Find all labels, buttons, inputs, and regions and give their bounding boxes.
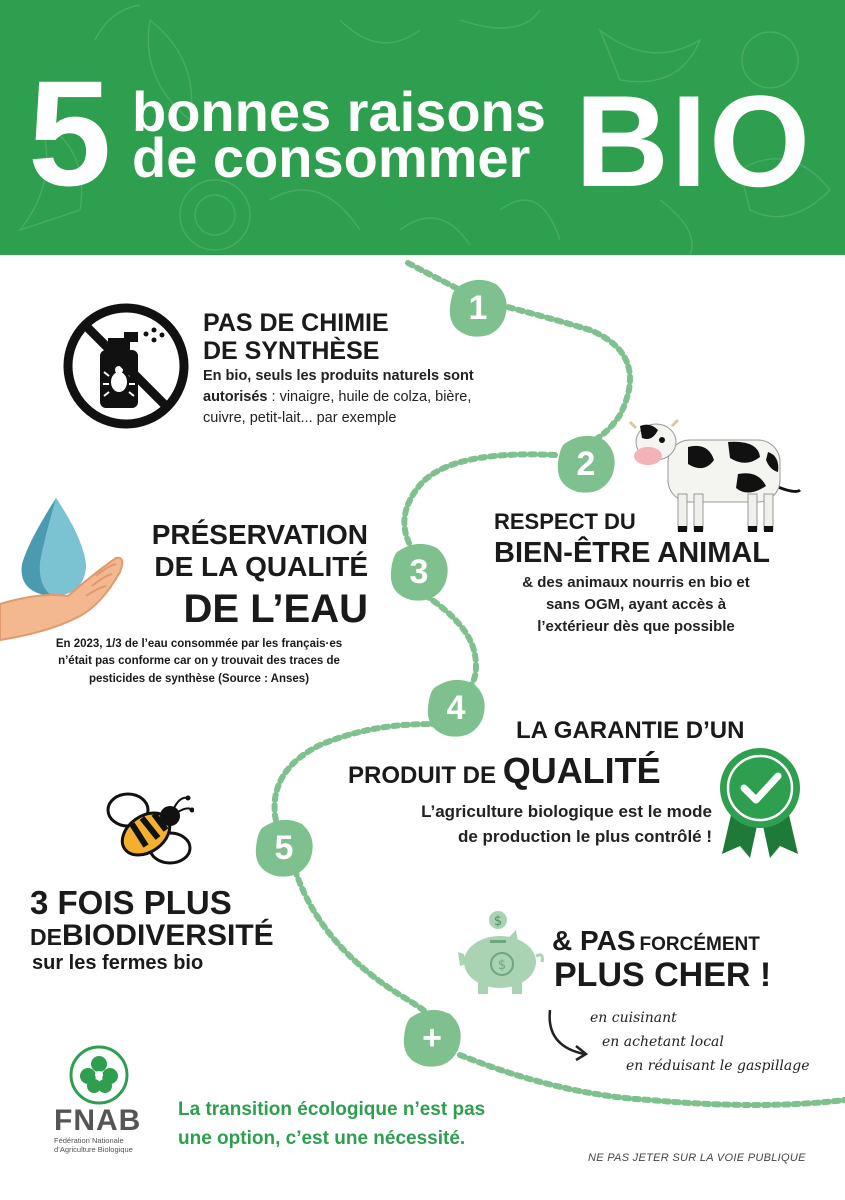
fnab-sub-line2: d’Agriculture Biologique	[54, 1145, 133, 1154]
reason3-desc-line3: pesticides de synthèse (Source : Anses)	[88, 672, 310, 685]
reason4-desc-line1: L’agriculture biologique est le mode	[421, 802, 712, 821]
reason1-desc-rest1: : vinaigre, huile de colza, bière,	[267, 389, 472, 406]
reason3-title-line1: PRÉSERVATION	[151, 519, 368, 550]
reason4-title-line2	[348, 752, 661, 790]
reason1-title-line2: DE SYNTHÈSE	[203, 337, 380, 365]
bonus-title-line1	[552, 926, 760, 955]
reason4-title-part-a: PRODUIT DE	[348, 762, 503, 789]
step-4-number: 4	[446, 689, 466, 727]
reason3-desc-line2: n’était pas conforme car on y trouvait des traces de	[58, 655, 340, 668]
reason2-desc-line2: sans OGM, ayant accès à	[545, 595, 727, 613]
reason2-desc-line3: l’extérieur dès que possible	[537, 617, 735, 635]
svg-text:$: $	[497, 958, 507, 973]
bonus-tip-2: en achetant local	[602, 1034, 724, 1050]
bee-icon	[100, 790, 194, 870]
reason4-title-line1: LA GARANTIE D’UN	[516, 717, 745, 744]
reason1-description	[203, 366, 533, 429]
bonus-tip-1: en cuisinant	[590, 1010, 677, 1026]
reason3-title-line2: DE LA QUALITÉ	[154, 551, 368, 582]
reason5-title-line1: 3 FOIS PLUS	[30, 884, 232, 921]
bonus-title-line2: PLUS CHER !	[554, 956, 772, 994]
header-bio: BIO	[575, 68, 813, 214]
reason2-title-line2: BIEN-ÊTRE ANIMAL	[494, 537, 771, 569]
fnab-logo-text: FNAB	[54, 1104, 142, 1137]
reason3-description	[14, 636, 384, 688]
fnab-logo-subtitle	[54, 1136, 133, 1154]
piggy-bank-icon	[456, 908, 546, 998]
step-2-number: 2	[576, 445, 596, 483]
footer-slogan-line1: La transition écologique n’est pas	[178, 1099, 486, 1120]
step-3-number: 3	[409, 553, 429, 591]
reason3-desc-line1: En 2023, 1/3 de l’eau consommée par les français·es	[55, 638, 343, 650]
reason4-description	[340, 800, 712, 849]
reason1-desc-bold1: En bio, seuls les produits naturels sont	[203, 368, 474, 384]
step-1-number: 1	[468, 289, 488, 327]
reason3-title-line3: DE L’EAU	[183, 587, 368, 631]
step-plus-number: +	[422, 1019, 442, 1057]
bonus-tip-3: en réduisant le gaspillage	[626, 1058, 810, 1074]
fnab-logo-icon	[68, 1044, 130, 1106]
water-drop-hand-icon	[0, 492, 130, 650]
reason4-desc-line2: de production le plus contrôlé !	[457, 826, 712, 846]
bonus-title-part-b: FORCÉMENT	[639, 934, 760, 955]
header-number: 5	[28, 49, 112, 217]
reason1-desc-rest2: cuivre, petit-lait... par exemple	[203, 410, 397, 427]
fnab-sub-line1: Fédération Nationale	[54, 1136, 124, 1145]
footer-slogan	[178, 1096, 485, 1153]
reason4-title-part-b: QUALITÉ	[502, 750, 661, 791]
reason2-desc-line1: & des animaux nourris en bio et	[522, 574, 750, 591]
header-banner	[0, 0, 845, 255]
reason5-description: sur les fermes bio	[32, 952, 204, 974]
footer-slogan-line2: une option, c’est une nécessité.	[178, 1127, 466, 1149]
reason5-title-part-b: BIODIVERSITÉ	[61, 919, 274, 952]
no-pesticide-spray-icon	[62, 302, 190, 430]
svg-text:$: $	[493, 914, 503, 929]
quality-badge-icon	[716, 742, 804, 860]
reason5-title-line2	[30, 920, 274, 952]
reason1-title-line1: PAS DE CHIMIE	[203, 309, 389, 337]
header-title-line2: de consommer	[132, 126, 531, 189]
footer-notice: NE PAS JETER SUR LA VOIE PUBLIQUE	[588, 1152, 806, 1164]
curved-arrow-icon	[544, 1006, 594, 1064]
reason2-title-line1: RESPECT DU	[494, 509, 636, 534]
reason2-description	[486, 572, 786, 637]
cow-icon	[628, 412, 803, 537]
header-title-line1: bonnes raisons	[132, 80, 546, 143]
step-5-number: 5	[274, 829, 294, 867]
bonus-title-part-a: & PAS	[552, 925, 636, 956]
reason5-title-part-a: DE	[30, 924, 62, 950]
reason1-desc-bold2: autorisés	[203, 389, 268, 406]
